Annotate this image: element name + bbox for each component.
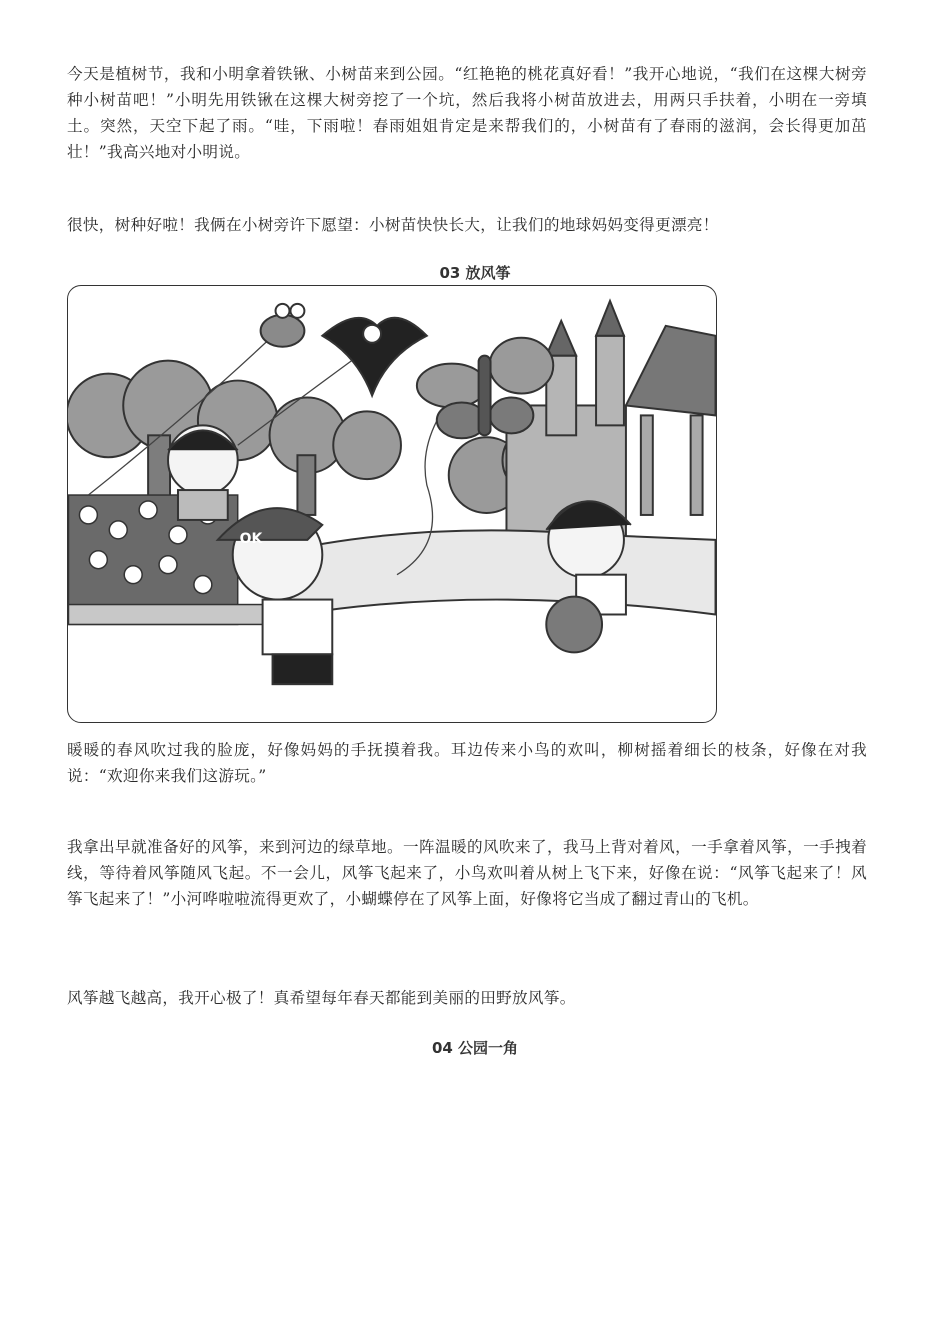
gazebo [626,326,716,515]
paragraph-kite-ending: 风筝越飞越高，我开心极了！真希望每年春天都能到美丽的田野放风筝。 [67,989,576,1007]
section-heading-kite: 03 放风筝 [439,264,511,282]
paragraph-spring-breeze: 暖暖的春风吹过我的脸庞，好像妈妈的手抚摸着我。耳边传来小鸟的欢叫，柳树摇着细长的枝条，好像在对我说：“欢迎你来我们这游玩。” [67,741,867,785]
girl-figure [168,425,238,520]
paragraph-tree-planting: 今天是植树节，我和小明拿着铁锹、小树苗来到公园。“红艳艳的桃花真好看！”我开心地说，“我们在这棵大树旁种小树苗吧！”小明先用铁锹在这棵大树旁挖了一个坑，然后我将小树苗放进去，用两只手扶着，小明在一旁填土。突然，天空下起了雨。“哇，下雨啦！春雨姐姐肯定是来帮我们的，小树苗有了春雨的滋润，会长得更加茁壮！”我高兴地对小明说。 [67,65,867,161]
background-trees [68,361,570,515]
kite-flying-illustration [67,285,717,723]
paragraph-wish: 很快，树种好啦！我俩在小树旁许下愿望：小树苗快快长大，让我们的地球妈妈变得更漂亮！ [67,216,719,234]
bird-kite [322,318,427,396]
fish-kite [261,304,305,347]
paragraph-kite-flying: 我拿出早就准备好的风筝，来到河边的绿草地。一阵温暖的风吹来了，我马上背对着风，一手拿着风筝，一手拽着线，等待着风筝随风飞起。不一会儿，风筝飞起来了，小鸟欢叫着从树上飞下来，好像在说：“风筝飞起来了！风筝飞起来了！”小河哗啦啦流得更欢了，小蝴蝶停在了风筝上面，好像将它当成了翻过青山的飞机。 [67,838,867,908]
section-heading-park-corner: 04 公园一角 [431,1039,519,1057]
cap-ok-text: OK [239,530,263,547]
